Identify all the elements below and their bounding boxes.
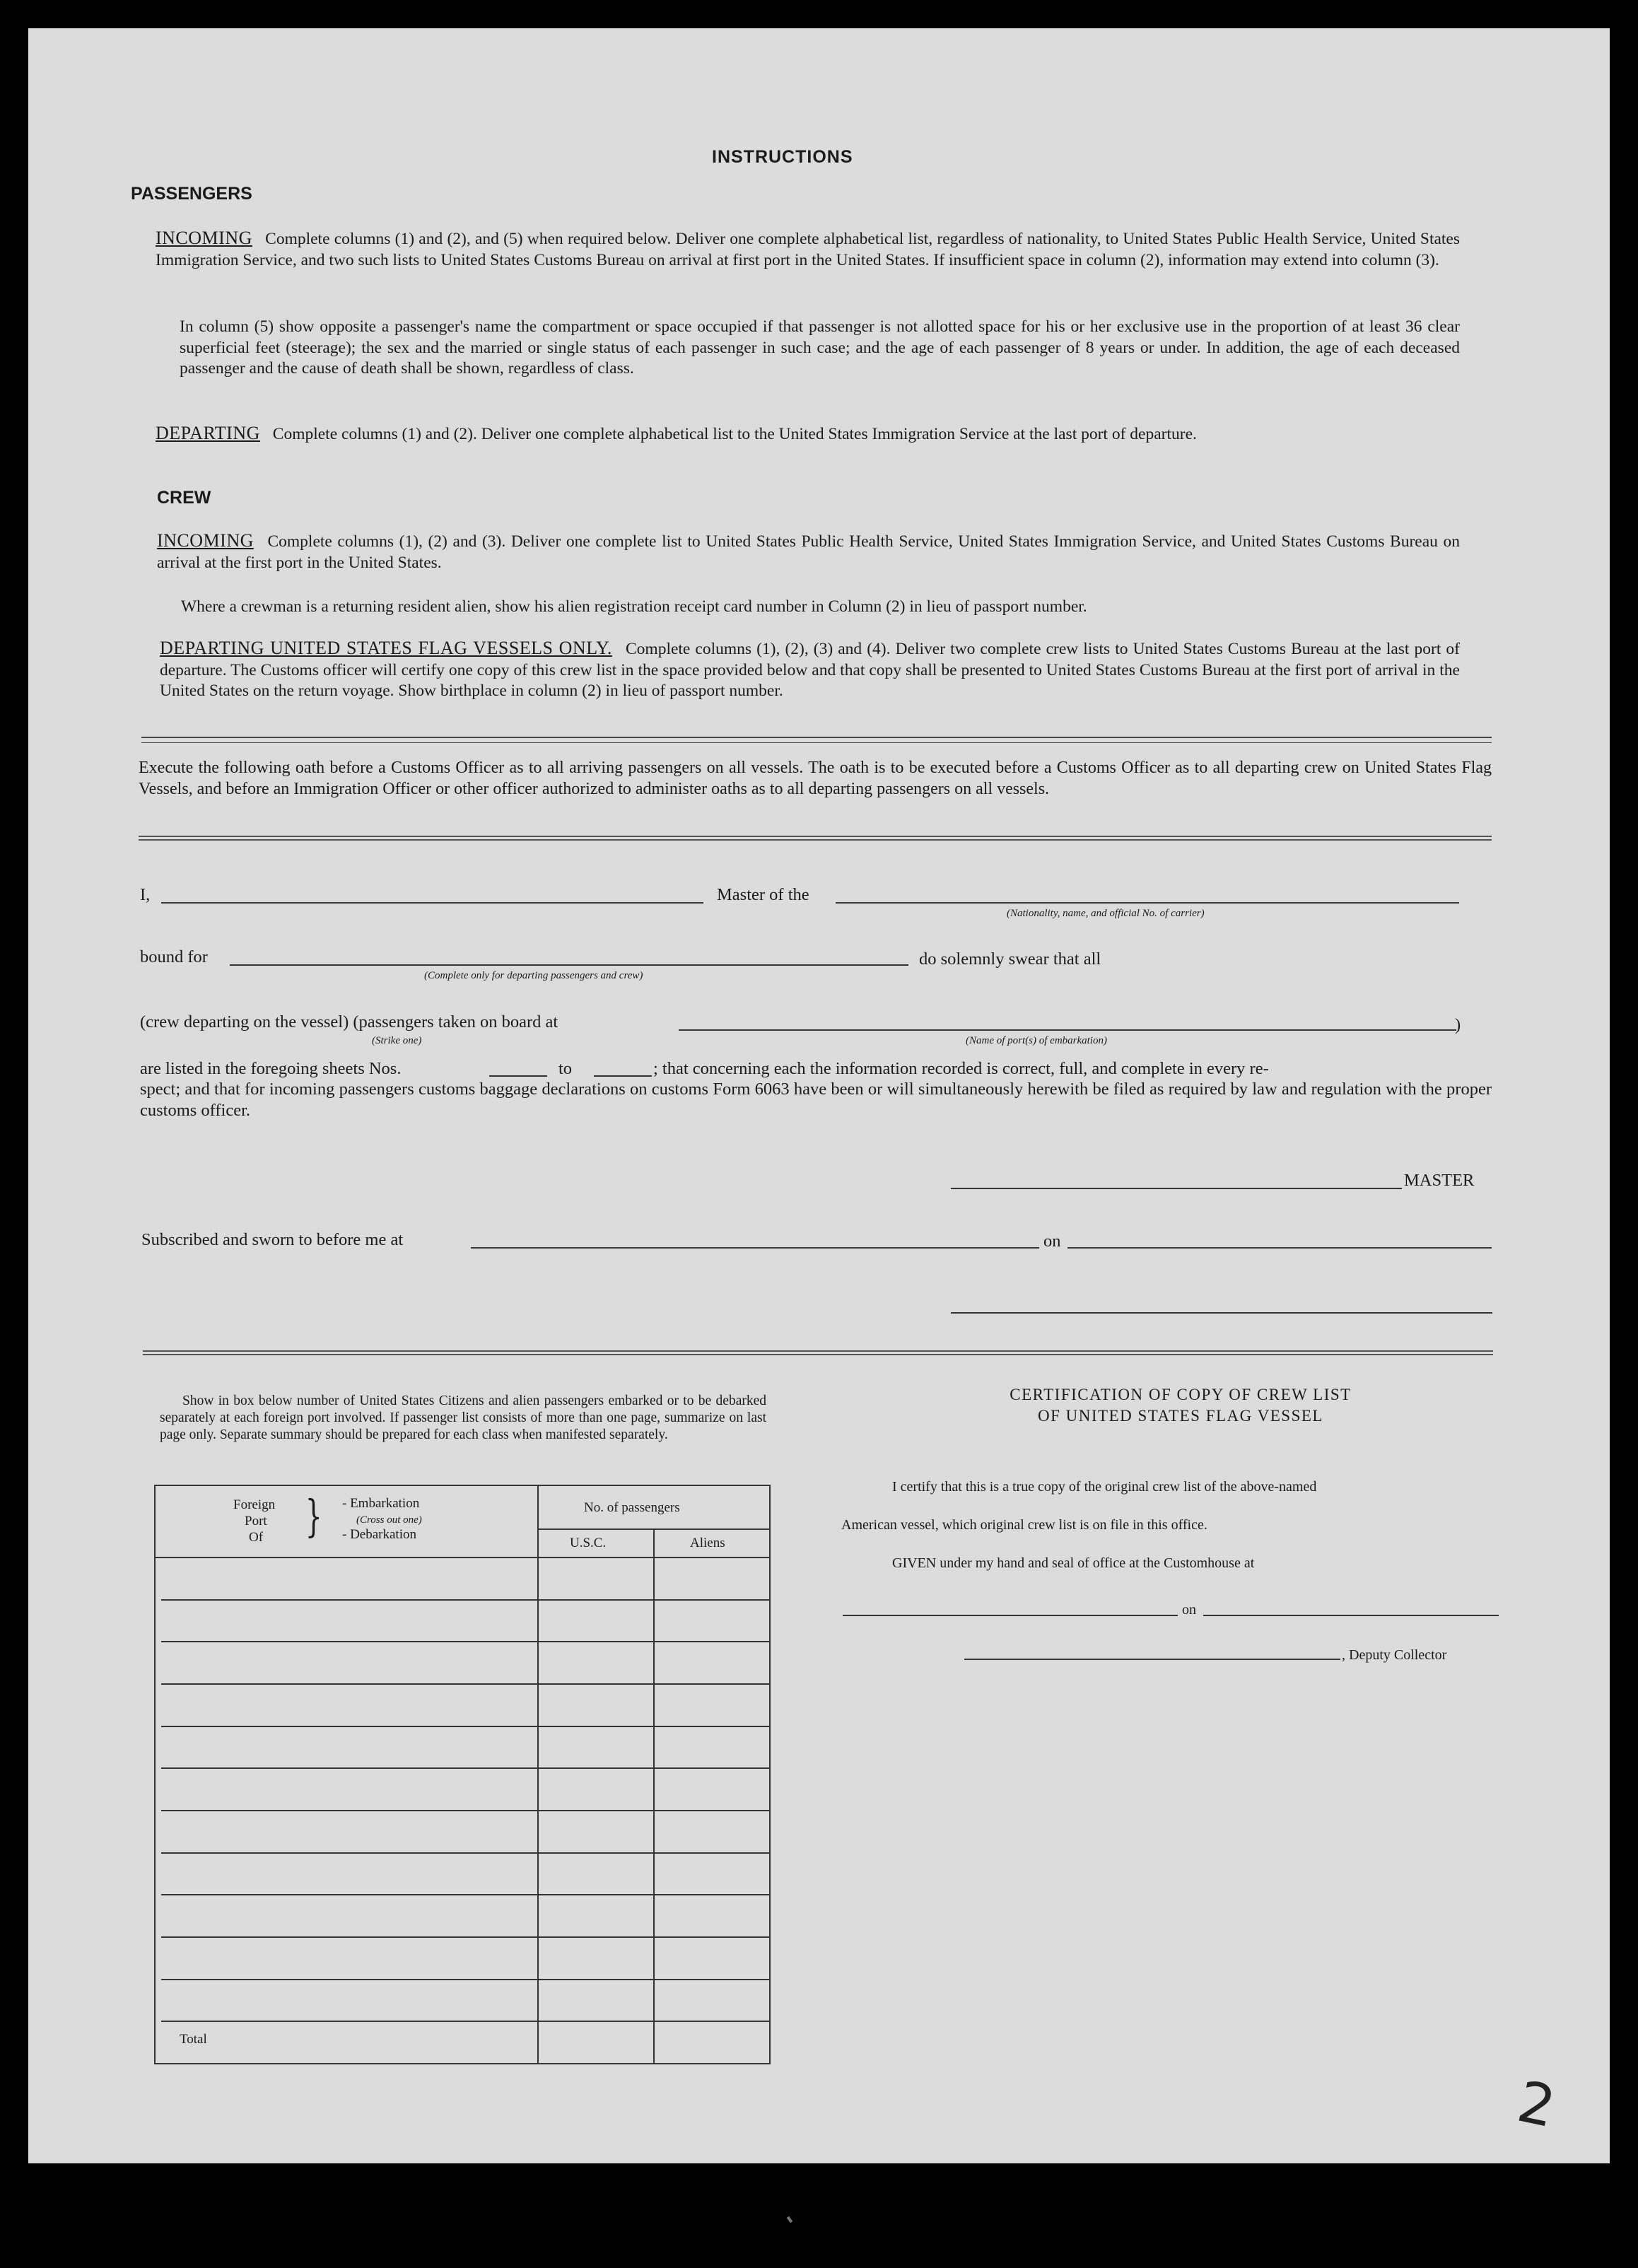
officer-signature-field[interactable] <box>951 1312 1492 1314</box>
sheet-from-field[interactable] <box>489 1075 547 1077</box>
table-column-divider <box>537 1486 539 2063</box>
table-row-divider <box>161 1641 769 1642</box>
passengers-heading: PASSENGERS <box>131 184 252 204</box>
usc-header: U.S.C. <box>570 1536 607 1550</box>
passengers-incoming-section <box>156 228 1460 271</box>
column5-paragraph: In column (5) show opposite a passenger's name the compartment or space occupied if that passenger is not allotted space for his or her exclusive use in the proportion of at least 36 clear superficial feet (steerage); the sex and the married or single status of each passenger in such case; and the age of each passenger of 8 years or under. In addition, the age of each deceased passenger and the cause of death shall be shown, regardless of class. <box>180 317 1460 378</box>
deputy-label: , Deputy Collector <box>1342 1647 1447 1663</box>
table-row-divider <box>161 1810 769 1811</box>
passengers-incoming-heading: INCOMING <box>156 228 252 248</box>
port-label: Port <box>245 1514 267 1528</box>
table-row-divider <box>161 1979 769 1980</box>
crew-incoming-heading: INCOMING <box>157 530 254 551</box>
certify-line1: I certify that this is a true copy of the original crew list of the above-named <box>892 1479 1317 1495</box>
table-row-divider <box>161 1894 769 1895</box>
on-label: on <box>1043 1232 1061 1251</box>
master-signature-field[interactable] <box>951 1188 1402 1189</box>
table-row-divider <box>161 2021 769 2022</box>
bound-for-label: bound for <box>140 947 208 966</box>
spect-text: spect; and that for incoming passengers customs baggage declarations on customs Form 6063 have been or will simultaneously herewith be filed as required by law and regulation with the proper customs officer. <box>140 1080 1492 1120</box>
master-of-label: Master of the <box>717 885 809 904</box>
passengers-departing-heading: DEPARTING <box>156 423 260 443</box>
passengers-incoming-text: Complete columns (1) and (2), and (5) when required below. Deliver one complete alphabetical list, regardless of nationality, to United States Public Health Service, United States Immigration Service, and two such lists to United States Customs Bureau on arrival at first port in the United States. If insufficient space in column (2), information may extend into column (3). <box>156 230 1461 269</box>
nationality-caption: (Nationality, name, and official No. of carrier) <box>1007 908 1205 919</box>
debarkation-label: - Debarkation <box>342 1527 416 1542</box>
table-header-bottom <box>156 1557 769 1558</box>
summary-instructions: Show in box below number of United States Citizens and alien passengers embarked or to be debarked separately at each foreign port involved. If passenger list consists of more than one page, summarize on last page only. Separate summary should be prepared for each class when manifested separately. <box>160 1393 766 1442</box>
section-divider <box>143 1350 1493 1355</box>
page-title: INSTRUCTIONS <box>712 147 853 167</box>
table-row-divider <box>161 1936 769 1938</box>
passenger-summary-table <box>154 1485 771 2064</box>
subscribed-label: Subscribed and sworn to before me at <box>141 1230 404 1249</box>
concerning-text: ; that concerning each the information recorded is correct, full, and complete in every re- <box>653 1059 1269 1078</box>
form-page <box>28 28 1610 2163</box>
oath-intro: Execute the following oath before a Customs Officer as to all arriving passengers on all vessels. The oath is to be executed before a Customs Officer as to all departing crew on United States Flag Vessels, and before an Immigration Officer or other officer authorized to administer oaths as to all departing passengers on all vessels. <box>139 759 1492 798</box>
table-row-divider <box>161 1599 769 1601</box>
embarkation-label: - Embarkation <box>342 1496 420 1511</box>
listed-label: are listed in the foregoing sheets Nos. <box>140 1059 402 1078</box>
passengers-departing-text: Complete columns (1) and (2). Deliver one complete alphabetical list to the United States Immigration Service at the last port of departure. <box>272 425 1197 443</box>
alien-paragraph: Where a crewman is a returning resident alien, show his alien registration receipt card number in Column (2) in lieu of passport number. <box>181 597 1087 616</box>
aliens-header: Aliens <box>690 1536 725 1550</box>
crew-incoming-text: Complete columns (1), (2) and (3). Deliver one complete list to United States Public Health Service, United States Immigration Service, and United States Customs Bureau on arrival at the first port in the United States. <box>157 532 1460 572</box>
certify-line2: American vessel, which original crew list is on file in this office. <box>841 1517 1207 1533</box>
swear-label: do solemnly swear that all <box>919 949 1101 969</box>
crew-incoming-section <box>157 530 1460 573</box>
handwritten-mark: 2 <box>1511 2068 1562 2141</box>
table-row-divider <box>161 1852 769 1854</box>
port-caption: (Name of port(s) of embarkation) <box>966 1035 1107 1046</box>
subscribed-place-field[interactable] <box>471 1247 1039 1249</box>
table-header-divider <box>537 1528 769 1530</box>
to-label: to <box>558 1059 573 1078</box>
subscribed-date-field[interactable] <box>1067 1247 1492 1249</box>
crew-passengers-label: (crew departing on the vessel) (passengers taken on board at <box>140 1012 558 1031</box>
cert-on-label: on <box>1182 1602 1196 1618</box>
customhouse-field[interactable] <box>843 1615 1178 1616</box>
foreign-label: Foreign <box>233 1497 276 1512</box>
of-label: Of <box>249 1530 264 1545</box>
given-line: GIVEN under my hand and seal of office at the Customhouse at <box>892 1555 1255 1571</box>
close-paren: ) <box>1455 1015 1461 1034</box>
bound-for-field[interactable] <box>230 964 908 966</box>
certification-title-line1: CERTIFICATION OF COPY OF CREW LIST <box>1010 1386 1352 1403</box>
total-label: Total <box>180 2032 207 2047</box>
section-divider <box>141 742 1492 743</box>
strike-one-caption: (Strike one) <box>372 1035 422 1046</box>
table-row-divider <box>161 1767 769 1769</box>
scan-speck <box>787 2216 792 2223</box>
cert-date-field[interactable] <box>1203 1615 1499 1616</box>
master-label: MASTER <box>1404 1171 1475 1190</box>
sheet-to-field[interactable] <box>594 1075 652 1077</box>
embarkation-port-field[interactable] <box>679 1029 1456 1031</box>
crew-heading: CREW <box>157 488 211 508</box>
master-name-field[interactable] <box>161 902 703 904</box>
deputy-signature-field[interactable] <box>964 1659 1340 1660</box>
brace-icon: } <box>305 1490 322 1542</box>
table-column-divider <box>653 1528 655 2063</box>
carrier-field[interactable] <box>836 902 1459 904</box>
crew-departing-heading: DEPARTING UNITED STATES FLAG VESSELS ONLY. <box>160 638 612 658</box>
cross-out-caption: (Cross out one) <box>356 1514 422 1526</box>
section-divider <box>139 836 1492 841</box>
certification-title <box>862 1384 1499 1427</box>
table-row-divider <box>161 1726 769 1727</box>
crew-departing-section <box>160 638 1460 702</box>
passengers-departing-section <box>156 423 1460 445</box>
crew-departing-text: Complete columns (1), (2), (3) and (4). Deliver two complete crew lists to United States Customs Bureau at the last port of departure. The Customs officer will certify one copy of this crew list in the space provided below and that copy shall be presented to United States Customs Bureau at the first port of arrival in the United States on the return voyage. Show birthplace in column (2) in lieu of passport number. <box>160 640 1460 700</box>
table-row-divider <box>161 1683 769 1685</box>
i-label: I, <box>140 885 151 904</box>
certification-title-line2: OF UNITED STATES FLAG VESSEL <box>1038 1407 1323 1425</box>
no-of-passengers-header: No. of passengers <box>584 1500 680 1515</box>
section-divider <box>141 737 1492 738</box>
complete-only-caption: (Complete only for departing passengers and crew) <box>424 970 643 981</box>
